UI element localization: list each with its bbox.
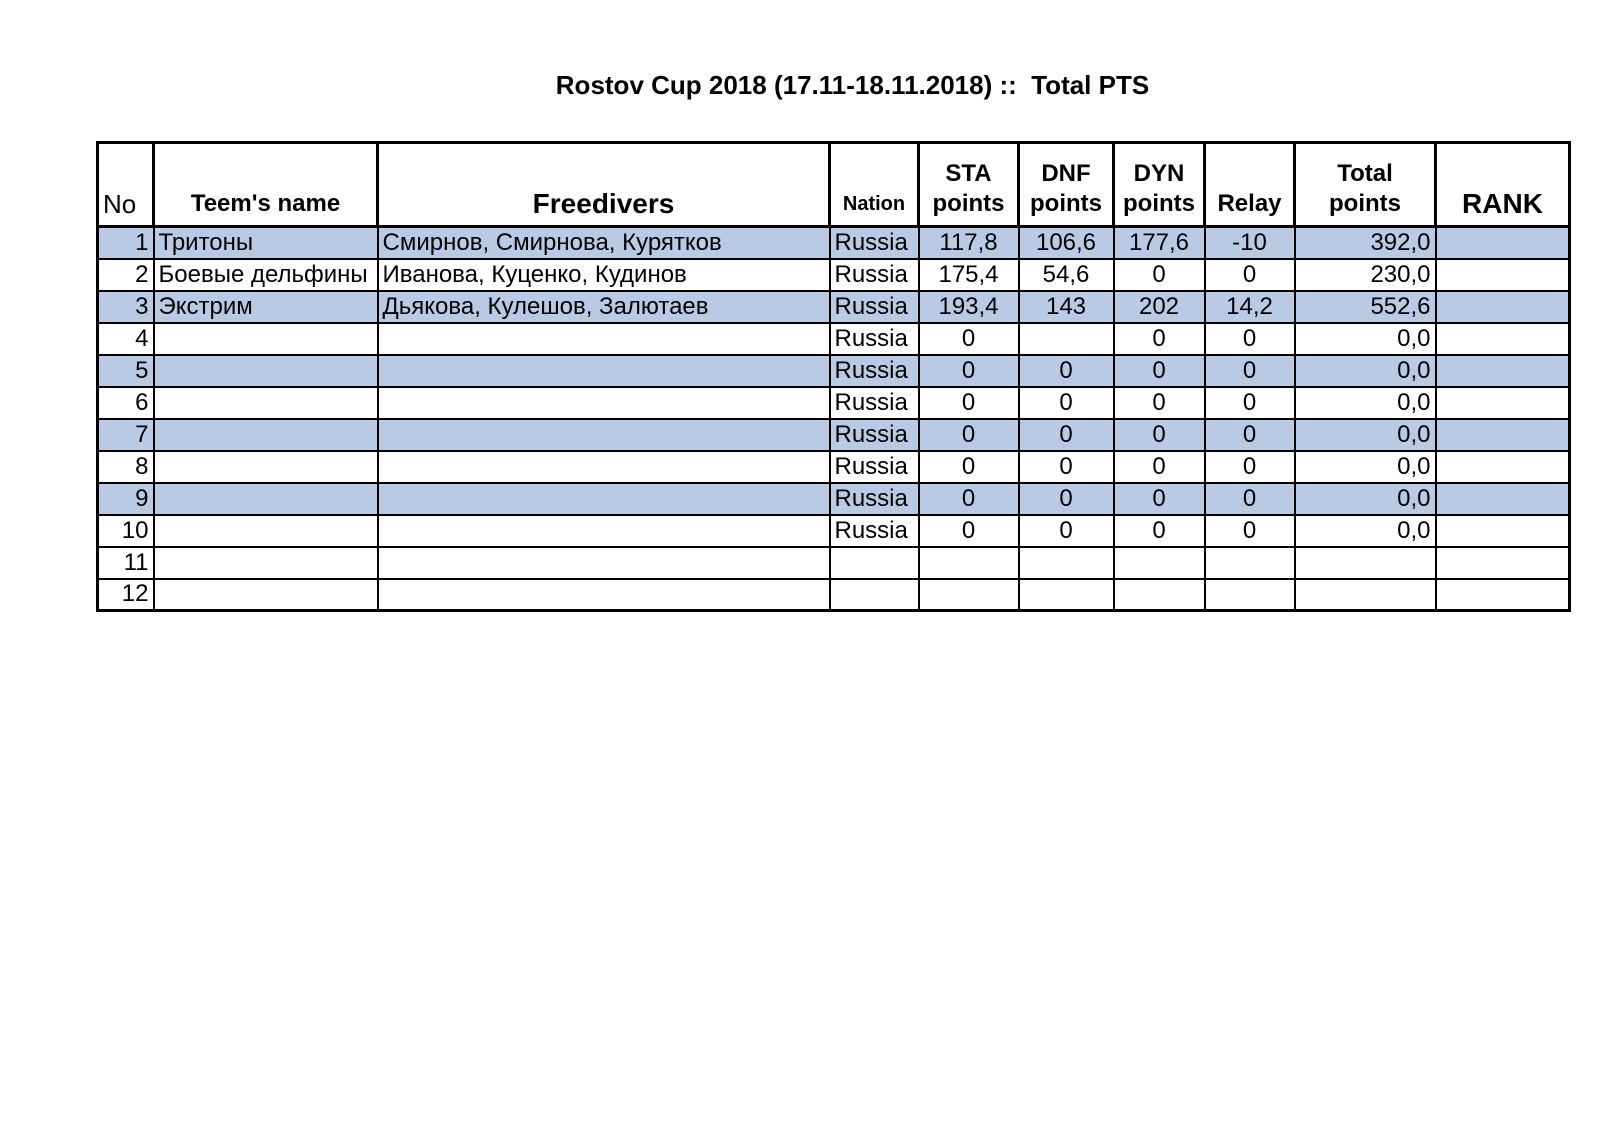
cell-dyn xyxy=(1114,547,1205,579)
cell-nation: Russia xyxy=(830,355,919,387)
cell-nation: Russia xyxy=(830,227,919,259)
cell-rank xyxy=(1436,323,1570,355)
cell-team xyxy=(154,579,378,611)
cell-sta: 175,4 xyxy=(919,259,1019,291)
cell-dnf xyxy=(1019,547,1114,579)
header-dnf-points xyxy=(1019,143,1114,227)
cell-dnf: 0 xyxy=(1019,451,1114,483)
header-dyn-line2: points xyxy=(1123,190,1195,217)
cell-sta: 0 xyxy=(919,515,1019,547)
header-total-points xyxy=(1295,143,1436,227)
table-row xyxy=(98,419,1570,451)
cell-team xyxy=(154,483,378,515)
cell-dyn xyxy=(1114,579,1205,611)
cell-dnf: 143 xyxy=(1019,291,1114,323)
header-dnf-line2: points xyxy=(1030,190,1102,217)
page-title: Rostov Cup 2018 (17.11-18.11.2018) :: Total PTS xyxy=(555,70,1150,100)
cell-nation: Russia xyxy=(830,451,919,483)
cell-total xyxy=(1295,547,1436,579)
header-no: No xyxy=(98,143,154,227)
cell-team: Тритоны xyxy=(154,227,378,259)
cell-team xyxy=(154,387,378,419)
table-row xyxy=(98,483,1570,515)
header-dyn-line1: DYN xyxy=(1133,160,1185,187)
cell-sta: 0 xyxy=(919,387,1019,419)
table-body xyxy=(98,227,1570,611)
cell-total: 0,0 xyxy=(1295,355,1436,387)
table-row xyxy=(98,227,1570,259)
cell-dnf xyxy=(1019,323,1114,355)
cell-dnf: 0 xyxy=(1019,387,1114,419)
cell-freedivers: Дьякова, Кулешов, Залютаев xyxy=(378,291,830,323)
cell-nation: Russia xyxy=(830,515,919,547)
cell-sta: 193,4 xyxy=(919,291,1019,323)
table-row xyxy=(98,355,1570,387)
header-sta-line1: STA xyxy=(945,160,992,187)
header-dyn-points xyxy=(1114,143,1205,227)
cell-relay: 0 xyxy=(1205,387,1295,419)
table-row xyxy=(98,259,1570,291)
table-row xyxy=(98,387,1570,419)
cell-dyn: 0 xyxy=(1114,515,1205,547)
results-table xyxy=(96,141,1571,612)
cell-dyn: 0 xyxy=(1114,355,1205,387)
cell-no: 6 xyxy=(98,387,154,419)
cell-team xyxy=(154,547,378,579)
cell-no: 5 xyxy=(98,355,154,387)
table-row xyxy=(98,547,1570,579)
cell-freedivers xyxy=(378,387,830,419)
cell-freedivers: Иванова, Куценко, Кудинов xyxy=(378,259,830,291)
cell-relay: 0 xyxy=(1205,483,1295,515)
cell-rank xyxy=(1436,259,1570,291)
cell-rank xyxy=(1436,579,1570,611)
table-header xyxy=(98,143,1570,227)
cell-dnf: 106,6 xyxy=(1019,227,1114,259)
cell-team xyxy=(154,355,378,387)
cell-rank xyxy=(1436,483,1570,515)
cell-relay: 0 xyxy=(1205,451,1295,483)
cell-freedivers xyxy=(378,419,830,451)
cell-no: 1 xyxy=(98,227,154,259)
header-freedivers: Freedivers xyxy=(378,143,830,227)
table-row xyxy=(98,515,1570,547)
cell-rank xyxy=(1436,291,1570,323)
header-nation: Nation xyxy=(830,143,919,227)
cell-dyn: 0 xyxy=(1114,451,1205,483)
cell-dnf: 0 xyxy=(1019,355,1114,387)
cell-freedivers xyxy=(378,579,830,611)
cell-total: 0,0 xyxy=(1295,419,1436,451)
cell-nation xyxy=(830,579,919,611)
cell-sta: 0 xyxy=(919,355,1019,387)
cell-dnf: 54,6 xyxy=(1019,259,1114,291)
cell-no: 8 xyxy=(98,451,154,483)
cell-dyn: 177,6 xyxy=(1114,227,1205,259)
cell-freedivers xyxy=(378,547,830,579)
cell-freedivers xyxy=(378,323,830,355)
cell-nation: Russia xyxy=(830,259,919,291)
cell-no: 4 xyxy=(98,323,154,355)
cell-nation: Russia xyxy=(830,323,919,355)
header-dnf-line1: DNF xyxy=(1041,160,1091,187)
cell-sta xyxy=(919,579,1019,611)
cell-team: Боевые дельфины xyxy=(154,259,378,291)
cell-no: 10 xyxy=(98,515,154,547)
cell-dnf: 0 xyxy=(1019,515,1114,547)
table-row xyxy=(98,323,1570,355)
header-team-name: Teem's name xyxy=(154,143,378,227)
cell-relay: 0 xyxy=(1205,419,1295,451)
cell-relay: 0 xyxy=(1205,323,1295,355)
cell-rank xyxy=(1436,227,1570,259)
header-relay: Relay xyxy=(1205,143,1295,227)
cell-freedivers xyxy=(378,451,830,483)
cell-relay: 0 xyxy=(1205,355,1295,387)
cell-rank xyxy=(1436,387,1570,419)
cell-sta: 0 xyxy=(919,451,1019,483)
table-row xyxy=(98,291,1570,323)
cell-rank xyxy=(1436,515,1570,547)
cell-team: Экстрим xyxy=(154,291,378,323)
cell-dnf: 0 xyxy=(1019,419,1114,451)
cell-relay: 14,2 xyxy=(1205,291,1295,323)
cell-relay: 0 xyxy=(1205,515,1295,547)
cell-nation xyxy=(830,547,919,579)
header-total-line1: Total xyxy=(1337,160,1393,187)
cell-dyn: 0 xyxy=(1114,483,1205,515)
cell-team xyxy=(154,515,378,547)
cell-nation: Russia xyxy=(830,387,919,419)
cell-dyn: 0 xyxy=(1114,323,1205,355)
cell-rank xyxy=(1436,547,1570,579)
cell-dnf: 0 xyxy=(1019,483,1114,515)
cell-total: 0,0 xyxy=(1295,451,1436,483)
cell-no: 3 xyxy=(98,291,154,323)
cell-relay: 0 xyxy=(1205,259,1295,291)
cell-no: 12 xyxy=(98,579,154,611)
cell-total: 0,0 xyxy=(1295,323,1436,355)
cell-team xyxy=(154,419,378,451)
header-total-line2: points xyxy=(1329,190,1401,217)
cell-sta: 0 xyxy=(919,323,1019,355)
cell-relay: -10 xyxy=(1205,227,1295,259)
cell-freedivers xyxy=(378,483,830,515)
cell-freedivers xyxy=(378,355,830,387)
table-row xyxy=(98,579,1570,611)
cell-dyn: 202 xyxy=(1114,291,1205,323)
cell-dyn: 0 xyxy=(1114,419,1205,451)
cell-sta: 0 xyxy=(919,483,1019,515)
header-rank: RANK xyxy=(1436,143,1570,227)
cell-total: 552,6 xyxy=(1295,291,1436,323)
header-sta-points xyxy=(919,143,1019,227)
cell-no: 9 xyxy=(98,483,154,515)
cell-relay xyxy=(1205,579,1295,611)
cell-dyn: 0 xyxy=(1114,259,1205,291)
cell-freedivers xyxy=(378,515,830,547)
cell-relay xyxy=(1205,547,1295,579)
header-sta-line2: points xyxy=(932,190,1005,217)
cell-no: 11 xyxy=(98,547,154,579)
cell-sta xyxy=(919,547,1019,579)
cell-total: 0,0 xyxy=(1295,483,1436,515)
cell-rank xyxy=(1436,355,1570,387)
cell-total: 230,0 xyxy=(1295,259,1436,291)
cell-team xyxy=(154,323,378,355)
cell-sta: 117,8 xyxy=(919,227,1019,259)
cell-total: 0,0 xyxy=(1295,515,1436,547)
cell-sta: 0 xyxy=(919,419,1019,451)
cell-nation: Russia xyxy=(830,419,919,451)
cell-rank xyxy=(1436,419,1570,451)
cell-freedivers: Смирнов, Смирнова, Курятков xyxy=(378,227,830,259)
cell-nation: Russia xyxy=(830,483,919,515)
cell-no: 7 xyxy=(98,419,154,451)
cell-nation: Russia xyxy=(830,291,919,323)
cell-team xyxy=(154,451,378,483)
cell-no: 2 xyxy=(98,259,154,291)
cell-dnf xyxy=(1019,579,1114,611)
table-row xyxy=(98,451,1570,483)
cell-total xyxy=(1295,579,1436,611)
cell-total: 0,0 xyxy=(1295,387,1436,419)
cell-dyn: 0 xyxy=(1114,387,1205,419)
cell-rank xyxy=(1436,451,1570,483)
cell-total: 392,0 xyxy=(1295,227,1436,259)
